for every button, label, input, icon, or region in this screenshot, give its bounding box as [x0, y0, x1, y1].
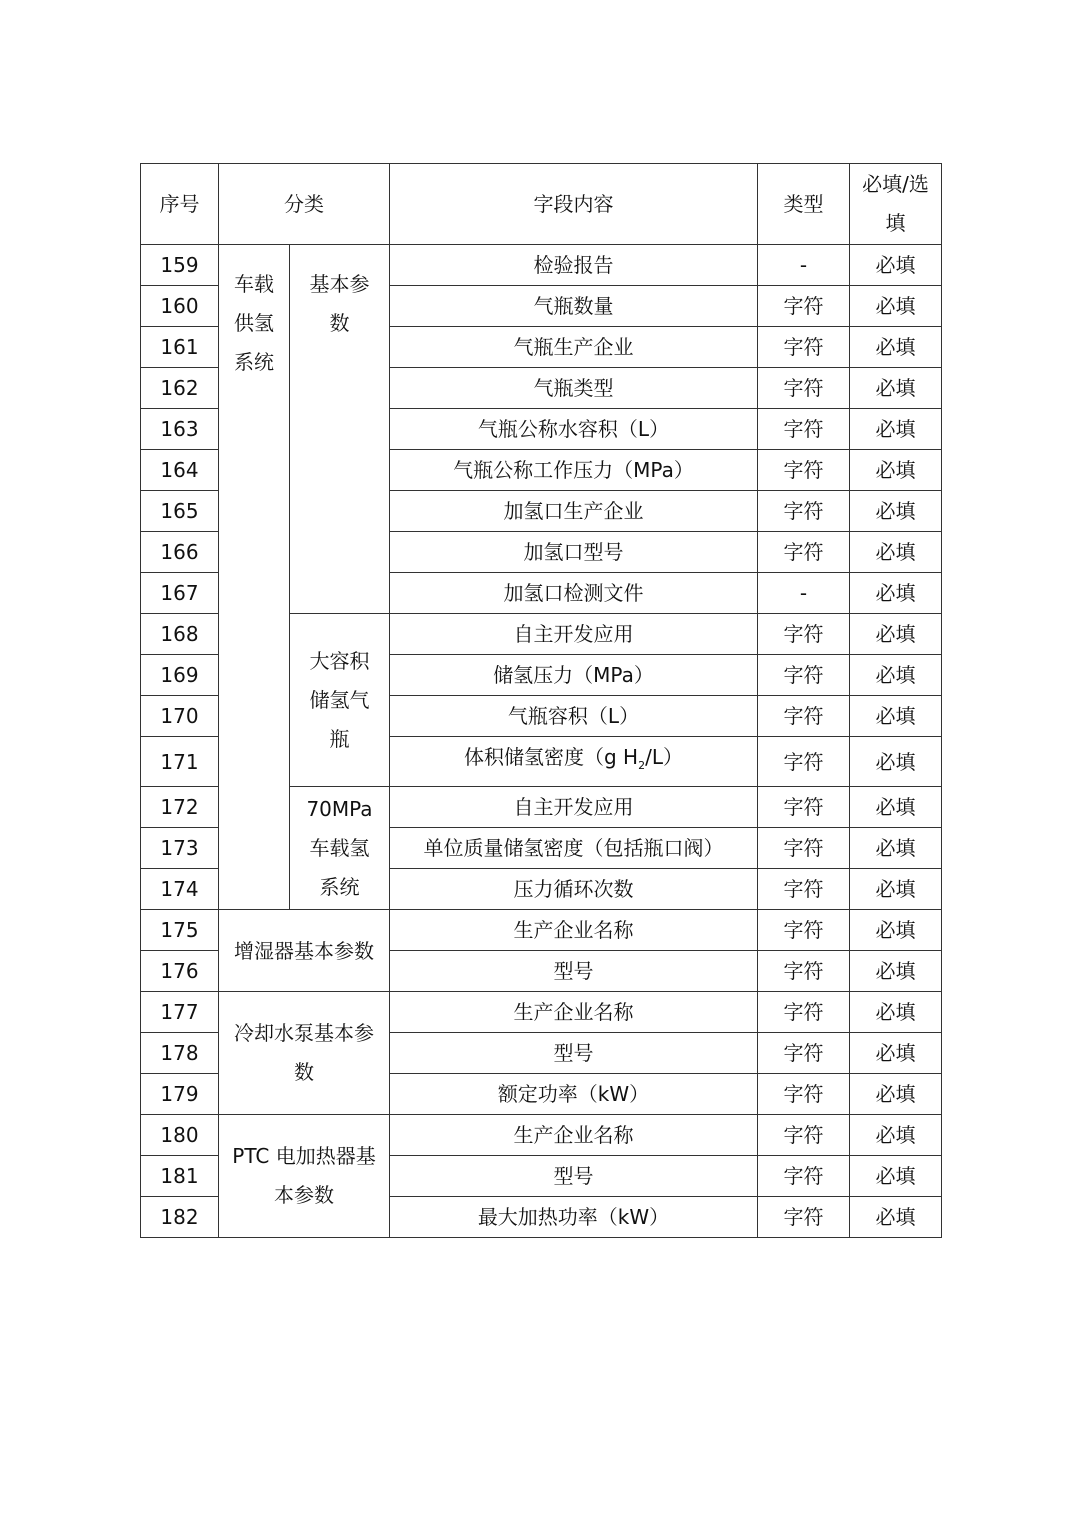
- row-type: 字符: [758, 992, 850, 1033]
- row-required: 必填: [850, 910, 942, 951]
- header-category: 分类: [219, 164, 390, 245]
- row-no: 166: [141, 532, 219, 573]
- table-row: [141, 245, 942, 286]
- row-type: 字符: [758, 368, 850, 409]
- row-no: 175: [141, 910, 219, 951]
- row-field: 气瓶容积（L）: [390, 696, 758, 737]
- row-required: 必填: [850, 992, 942, 1033]
- row-type: 字符: [758, 1033, 850, 1074]
- header-row: [141, 164, 942, 245]
- group-large-tank-label: 大容积储氢气瓶: [309, 648, 370, 751]
- row-no: 171: [141, 737, 219, 787]
- group-70mpa: [290, 787, 390, 910]
- row-no: 162: [141, 368, 219, 409]
- row-no: 170: [141, 696, 219, 737]
- field-post: /L）: [645, 745, 683, 769]
- row-no: 159: [141, 245, 219, 286]
- header-required: [850, 164, 942, 245]
- row-no: 177: [141, 992, 219, 1033]
- row-required: 必填: [850, 368, 942, 409]
- row-required: 必填: [850, 1156, 942, 1197]
- row-required: 必填: [850, 327, 942, 368]
- row-no: 169: [141, 655, 219, 696]
- row-required: 必填: [850, 614, 942, 655]
- row-type: 字符: [758, 327, 850, 368]
- row-field: 气瓶类型: [390, 368, 758, 409]
- row-required: 必填: [850, 245, 942, 286]
- row-field: 气瓶生产企业: [390, 327, 758, 368]
- row-type: 字符: [758, 910, 850, 951]
- row-type: 字符: [758, 1197, 850, 1238]
- header-seq: 序号: [141, 164, 219, 245]
- group-vehicle-h2-label: 车载供氢系统: [234, 272, 274, 374]
- row-field: 生产企业名称: [390, 992, 758, 1033]
- row-field: 单位质量储氢密度（包括瓶口阀）: [390, 828, 758, 869]
- row-type: 字符: [758, 696, 850, 737]
- row-type: 字符: [758, 532, 850, 573]
- row-required: 必填: [850, 286, 942, 327]
- group-70mpa-label: 70MPa车载氢系统: [306, 796, 373, 899]
- row-field: 储氢压力（MPa）: [390, 655, 758, 696]
- header-required-text: 必填/选填: [862, 172, 929, 235]
- group-ptc: [219, 1115, 390, 1238]
- row-required: 必填: [850, 737, 942, 787]
- row-type: 字符: [758, 491, 850, 532]
- row-field: [390, 737, 758, 787]
- row-required: 必填: [850, 573, 942, 614]
- group-ptc-label: PTC 电加热器基本参数: [232, 1144, 376, 1207]
- row-no: 178: [141, 1033, 219, 1074]
- row-required: 必填: [850, 1115, 942, 1156]
- group-large-tank: [290, 614, 390, 787]
- field-sub: 2: [638, 759, 646, 772]
- row-required: 必填: [850, 951, 942, 992]
- row-type: 字符: [758, 614, 850, 655]
- row-required: 必填: [850, 409, 942, 450]
- table-row: [141, 992, 942, 1033]
- group-humidifier: [219, 910, 390, 992]
- row-required: 必填: [850, 1033, 942, 1074]
- group-vehicle-h2: [219, 245, 290, 910]
- row-field: 气瓶公称水容积（L）: [390, 409, 758, 450]
- row-required: 必填: [850, 1074, 942, 1115]
- field-pre: 体积储氢密度（g H: [464, 745, 639, 769]
- row-field: 最大加热功率（kW）: [390, 1197, 758, 1238]
- row-field: 额定功率（kW）: [390, 1074, 758, 1115]
- row-field: 生产企业名称: [390, 1115, 758, 1156]
- row-type: 字符: [758, 828, 850, 869]
- row-type: 字符: [758, 1074, 850, 1115]
- row-type: 字符: [758, 286, 850, 327]
- row-field: 气瓶公称工作压力（MPa）: [390, 450, 758, 491]
- group-humidifier-label: 增湿器基本参数: [234, 938, 374, 963]
- row-type: 字符: [758, 1115, 850, 1156]
- row-type: -: [758, 573, 850, 614]
- row-field: 生产企业名称: [390, 910, 758, 951]
- row-no: 163: [141, 409, 219, 450]
- row-no: 160: [141, 286, 219, 327]
- row-no: 176: [141, 951, 219, 992]
- row-required: 必填: [850, 655, 942, 696]
- row-field: 加氢口型号: [390, 532, 758, 573]
- row-field: 压力循环次数: [390, 869, 758, 910]
- row-no: 173: [141, 828, 219, 869]
- row-type: 字符: [758, 655, 850, 696]
- row-type: 字符: [758, 737, 850, 787]
- row-field: 加氢口检测文件: [390, 573, 758, 614]
- row-no: 168: [141, 614, 219, 655]
- row-field: 自主开发应用: [390, 787, 758, 828]
- row-field: 型号: [390, 1156, 758, 1197]
- row-no: 182: [141, 1197, 219, 1238]
- row-required: 必填: [850, 828, 942, 869]
- row-field: 型号: [390, 1033, 758, 1074]
- row-type: 字符: [758, 1156, 850, 1197]
- row-required: 必填: [850, 491, 942, 532]
- row-no: 179: [141, 1074, 219, 1115]
- row-field: 检验报告: [390, 245, 758, 286]
- row-required: 必填: [850, 787, 942, 828]
- row-no: 164: [141, 450, 219, 491]
- row-type: 字符: [758, 951, 850, 992]
- row-no: 165: [141, 491, 219, 532]
- header-field: 字段内容: [390, 164, 758, 245]
- row-no: 174: [141, 869, 219, 910]
- row-type: 字符: [758, 409, 850, 450]
- row-required: 必填: [850, 532, 942, 573]
- row-type: -: [758, 245, 850, 286]
- row-no: 167: [141, 573, 219, 614]
- row-no: 181: [141, 1156, 219, 1197]
- row-no: 161: [141, 327, 219, 368]
- row-required: 必填: [850, 696, 942, 737]
- row-no: 180: [141, 1115, 219, 1156]
- table-row: [141, 1115, 942, 1156]
- header-type: 类型: [758, 164, 850, 245]
- group-pump: [219, 992, 390, 1115]
- group-basic-label: 基本参数: [309, 272, 370, 335]
- row-no: 172: [141, 787, 219, 828]
- row-required: 必填: [850, 869, 942, 910]
- spec-table: [140, 163, 942, 1238]
- row-type: 字符: [758, 869, 850, 910]
- table-row: [141, 910, 942, 951]
- group-pump-label: 冷却水泵基本参数: [234, 1021, 374, 1084]
- row-field: 型号: [390, 951, 758, 992]
- row-required: 必填: [850, 1197, 942, 1238]
- row-field: 自主开发应用: [390, 614, 758, 655]
- group-basic: [290, 245, 390, 614]
- row-field: 加氢口生产企业: [390, 491, 758, 532]
- row-type: 字符: [758, 787, 850, 828]
- row-required: 必填: [850, 450, 942, 491]
- row-type: 字符: [758, 450, 850, 491]
- row-field: 气瓶数量: [390, 286, 758, 327]
